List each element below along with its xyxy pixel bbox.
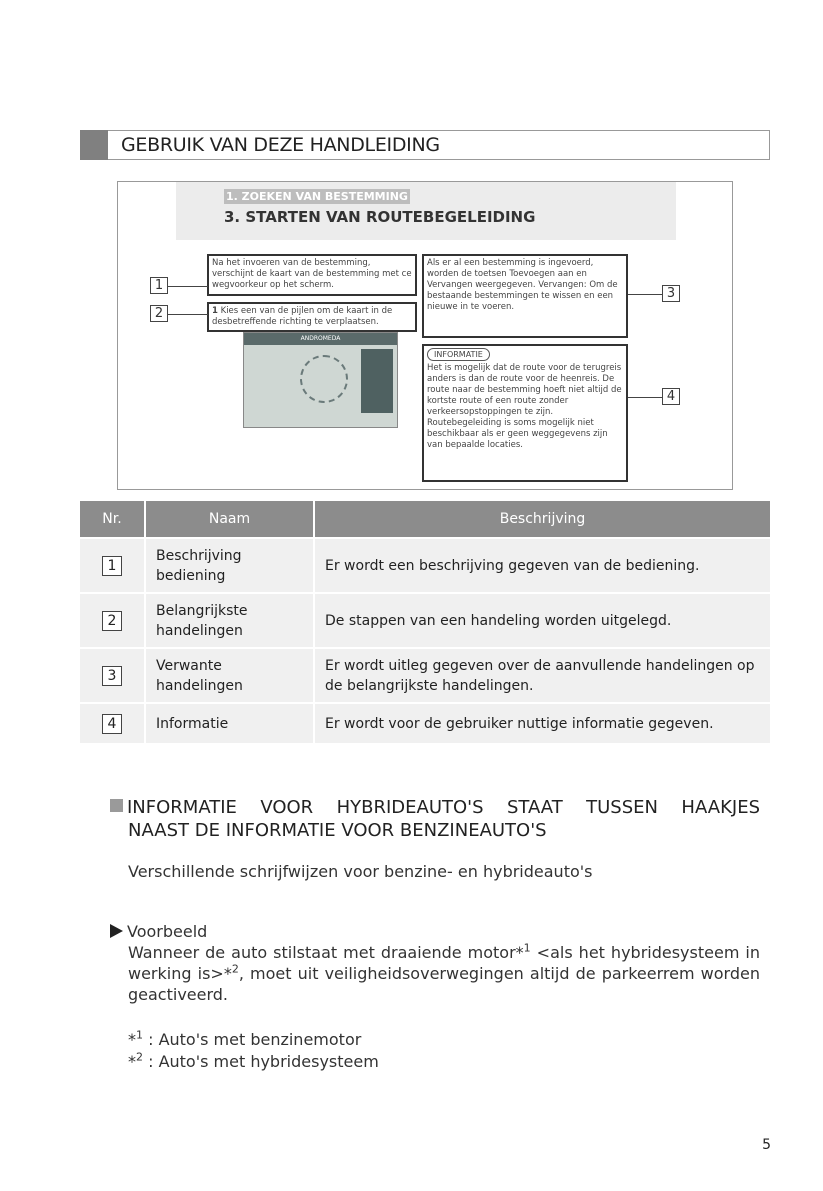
header-nr: Nr.	[80, 501, 146, 537]
leader-line-3	[628, 294, 662, 295]
heading-square-icon	[110, 799, 123, 812]
screen-button-panel	[361, 349, 393, 413]
footnote-text: : Auto's met benzinemotor	[143, 1030, 362, 1049]
table-row	[80, 702, 770, 743]
example-label: Voorbeeld	[127, 922, 208, 941]
row-description: Er wordt een beschrijving gegeven van de bediening.	[315, 537, 770, 592]
section-marker	[80, 130, 108, 160]
callout-box-4-text: Het is mogelijk dat de route voor de terugreis anders is dan de route voor de heenreis. De route naar de bestemming hoeft niet altijd de kortste route of een route zonder verkeersopstoppingen te zijn. Routebegeleiding is soms mogelijk niet beschikbaar als er geen weggegevens zijn van bepaalde locaties.	[427, 363, 622, 450]
arrow-dial-icon	[300, 355, 348, 403]
row-number: 2	[102, 611, 122, 631]
row-description: De stappen van een handeling worden uitgelegd.	[315, 592, 770, 647]
example-text-part1: Wanneer de auto stilstaat met draaiende motor*	[128, 943, 524, 962]
table-row	[80, 537, 770, 592]
footnote-mark: *	[128, 1052, 136, 1071]
footnote-ref-2: 2	[231, 962, 239, 976]
table-row	[80, 592, 770, 647]
footnote-ref-1: 1	[523, 941, 531, 955]
callout-box-2-step: 1	[212, 306, 218, 316]
subheading-line-2: NAAST DE INFORMATIE VOOR BENZINEAUTO'S	[128, 820, 547, 841]
page-number: 5	[762, 1137, 771, 1153]
callout-box-4	[422, 344, 628, 482]
footnote-number: 1	[136, 1028, 143, 1042]
example-text-part3: , moet uit veiligheidsoverwegingen altijd de parkeerrem worden geactiveerd.	[128, 964, 760, 1004]
row-name: Informatie	[146, 702, 315, 743]
callout-box-3-text: Als er al een bestemming is ingevoerd, worden de toetsen Toevoegen aan en Vervangen weergegeven. Vervangen: Om de bestaande bestemmingen te wissen en een nieuwe in te voeren.	[427, 258, 618, 312]
header-beschrijving: Beschrijving	[315, 501, 770, 537]
footnote-mark: *	[128, 1030, 136, 1049]
leader-line-4	[628, 397, 662, 398]
callout-number-3: 3	[662, 285, 680, 302]
row-number: 3	[102, 666, 122, 686]
screen-title: ANDROMEDA	[244, 333, 397, 345]
navigation-screen-thumbnail	[243, 332, 398, 428]
example-illustration	[117, 181, 733, 490]
row-number: 1	[102, 556, 122, 576]
footnote	[128, 1029, 361, 1050]
intro-paragraph: Verschillende schrijfwijzen voor benzine- en hybrideauto's	[128, 862, 593, 881]
leader-line-1	[168, 286, 208, 287]
row-number: 4	[102, 714, 122, 734]
row-name: Belangrijkste handelingen	[146, 592, 315, 647]
illustration-title: 3. STARTEN VAN ROUTEBEGELEIDING	[224, 208, 536, 226]
callout-box-1	[207, 254, 417, 296]
row-description: Er wordt uitleg gegeven over de aanvullende handelingen op de belangrijkste handelingen.	[315, 647, 770, 702]
row-name: Beschrijving bediening	[146, 537, 315, 592]
callout-number-1: 1	[150, 277, 168, 294]
subsection-heading	[110, 796, 760, 842]
example-text-part2: <als het hybridesysteem in werking is>*	[128, 943, 761, 983]
footnote	[128, 1051, 379, 1072]
table-row	[80, 647, 770, 702]
footnote-number: 2	[136, 1050, 143, 1064]
description-table	[80, 501, 770, 743]
row-description: Er wordt voor de gebruiker nuttige informatie gegeven.	[315, 702, 770, 743]
example-block	[110, 921, 760, 1005]
header-naam: Naam	[146, 501, 315, 537]
callout-number-4: 4	[662, 388, 680, 405]
section-title: GEBRUIK VAN DEZE HANDLEIDING	[121, 134, 440, 156]
leader-line-2	[168, 314, 208, 315]
callout-box-4-label: INFORMATIE	[427, 348, 490, 361]
triangle-bullet-icon	[110, 924, 123, 938]
section-title-bar	[80, 130, 770, 160]
callout-number-2: 2	[150, 305, 168, 322]
callout-box-3	[422, 254, 628, 338]
subheading-line-1: INFORMATIE VOOR HYBRIDEAUTO'S STAAT TUSSEN HAAKJES	[127, 797, 760, 818]
footnote-text: : Auto's met hybridesysteem	[143, 1052, 379, 1071]
illustration-header	[176, 182, 676, 240]
example-text	[110, 942, 760, 1005]
illustration-chapter: 1. ZOEKEN VAN BESTEMMING	[226, 190, 408, 203]
callout-box-1-text: Na het invoeren van de bestemming, verschijnt de kaart van de bestemming met ce wegvoorkeur op het scherm.	[212, 258, 412, 290]
callout-box-2-text: Kies een van de pijlen om de kaart in de desbetreffende richting te verplaatsen.	[212, 306, 393, 327]
row-name: Verwante handelingen	[146, 647, 315, 702]
callout-box-2	[207, 302, 417, 332]
